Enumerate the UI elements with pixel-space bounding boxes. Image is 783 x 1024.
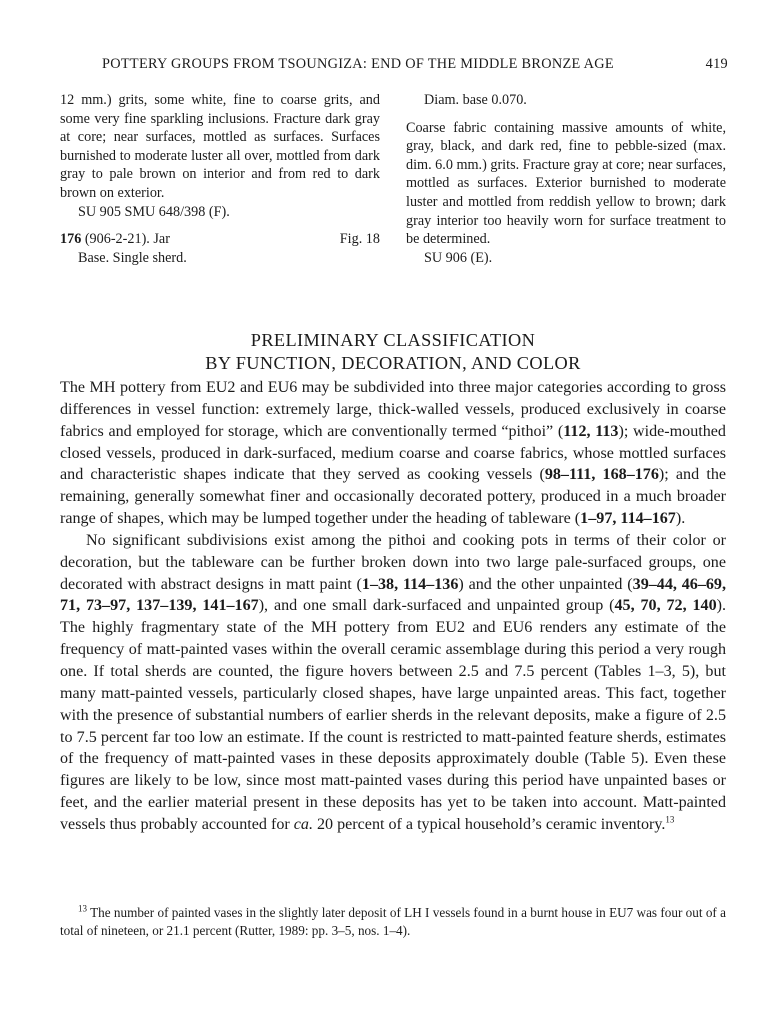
catalog-entry-heading (60, 230, 380, 249)
paragraph-1: The MH pottery from EU2 and EU6 may be subdivided into three major categories according to gross differences in vessel function: extremely large, thick-walled vessels, produced exclusively in coarse fabrics and employed for storage, which are conventionally termed “pithoi” (112, 113); wide-mouthed closed vessels, produced in dark-surfaced, medium coarse and coarse fabrics, whose mottled surfaces and characteristic shapes indicate that they served as cooking vessels (98–111, 168–176); and the remaining, generally somewhat finer and occasionally decorated pottery, produced in a much broader range of shapes, which may be lumped together under the heading of tableware (1–97, 114–167). (60, 379, 727, 528)
catalog-entry-ref: (906-2-21). Jar (81, 231, 170, 248)
catalog-ref-bold: 39–44, 46–69, 71, 73–97, 137–139, 141–167 (60, 575, 726, 615)
catalog-ref-bold: 98–111, 168–176 (544, 466, 659, 484)
left-column (60, 91, 380, 267)
paragraph-2: No significant subdivisions exist among the pithoi and cooking pots in terms of their color or decoration, but the tableware can be further broken down into two large pale-surfaced groups, one decorated with abstract designs in matt paint (1–38, 114–136) and the other unpainted (39–44, 46–69, 71, 73–97, 137–139, 141–167), and one small dark-surfaced and unpainted group (45, 70, 72, 140). The highly fragmentary state of the MH pottery from EU2 and EU6 renders any estimate of the frequency of matt-painted vases within the overall ceramic assemblage during this period a very rough one. If total sherds are counted, the figure hovers between 2.5 and 7.5 percent (Tables 1–3, 5), but many matt-painted vessels, particularly closed shapes, have large unpainted areas. This fact, together with the presence of substantial numbers of earlier sherds in the relevant deposits, make a figure of 2.5 to 7.5 percent far too low an estimate. If the count is restricted to matt-painted feature sherds, estimates of the frequency of matt-painted vases in these deposits approximately double (Table 5). Even these figures are likely to be low, since most matt-painted vases during this period have unpainted bases or feet, and the earlier material present in these deposits has yet to be taken into account. Matt-painted vessels thus probably accounted for ca. 20 percent of a typical household’s ceramic inventory.$^{13}$ (60, 531, 727, 833)
body-text (60, 377, 726, 836)
catalog-context: SU 906 (E). (424, 249, 493, 266)
right-column (406, 91, 726, 267)
catalog-fabric: Coarse fabric containing massive amounts of white, gray, black, and dark red, fine to pebble-sized (max. dim. 6.0 mm.) grits. Fracture gray at core; near surfaces, mottled as surfaces. Exterior burnished to moderate luster and mottled from reddish yellow to brown; dark gray interior too heavily worn for surface treatment to be determined. (406, 119, 726, 248)
catalog-context: SU 905 SMU 648/398 (F). (78, 203, 230, 220)
footnote-marker: 13 (665, 814, 675, 825)
catalog-ref-bold: 45, 70, 72, 140 (614, 597, 717, 615)
italic-abbrev: ca. (293, 815, 313, 833)
footnote (60, 904, 726, 939)
running-title: POTTERY GROUPS FROM TSOUNGIZA: END OF THE MIDDLE BRONZE AGE (102, 56, 614, 72)
catalog-entry-description: Base. Single sherd. (78, 249, 187, 266)
catalog-ref-bold: 112, 113 (563, 422, 619, 440)
section-heading-line-1: PRELIMINARY CLASSIFICATION (250, 330, 536, 350)
section-heading-line-2: BY FUNCTION, DECORATION, AND COLOR (205, 353, 581, 373)
page-number: 419 (705, 56, 728, 72)
figure-reference: Fig. 18 (339, 231, 380, 248)
catalog-continuation: 12 mm.) grits, some white, fine to coarse grits, and some very fine sparkling inclusions. Fracture dark gray at core; near surfaces, mottled as surfaces. Surfaces burnished to moderate luster all over, mottled from dark gray to pale brown on interior and from red to dark brown on exterior. (60, 92, 380, 201)
catalog-ref-bold: 1–38, 114–136 (361, 575, 459, 593)
catalog-ref-bold: 1–97, 114–167 (580, 510, 676, 528)
footnote-text: The number of painted vases in the slightly later deposit of LH I vessels found in a burnt house in EU7 was four out of a total of nineteen, or 21.1 percent (Rutter, 1989: pp. 3–5, nos. 1–4). (60, 905, 726, 938)
section-heading (60, 329, 726, 375)
running-header (102, 56, 728, 73)
footnote-number: 13 (78, 903, 87, 914)
catalog-diameter: Diam. base 0.070. (424, 92, 527, 108)
catalog-entry-number: 176 (60, 231, 82, 248)
